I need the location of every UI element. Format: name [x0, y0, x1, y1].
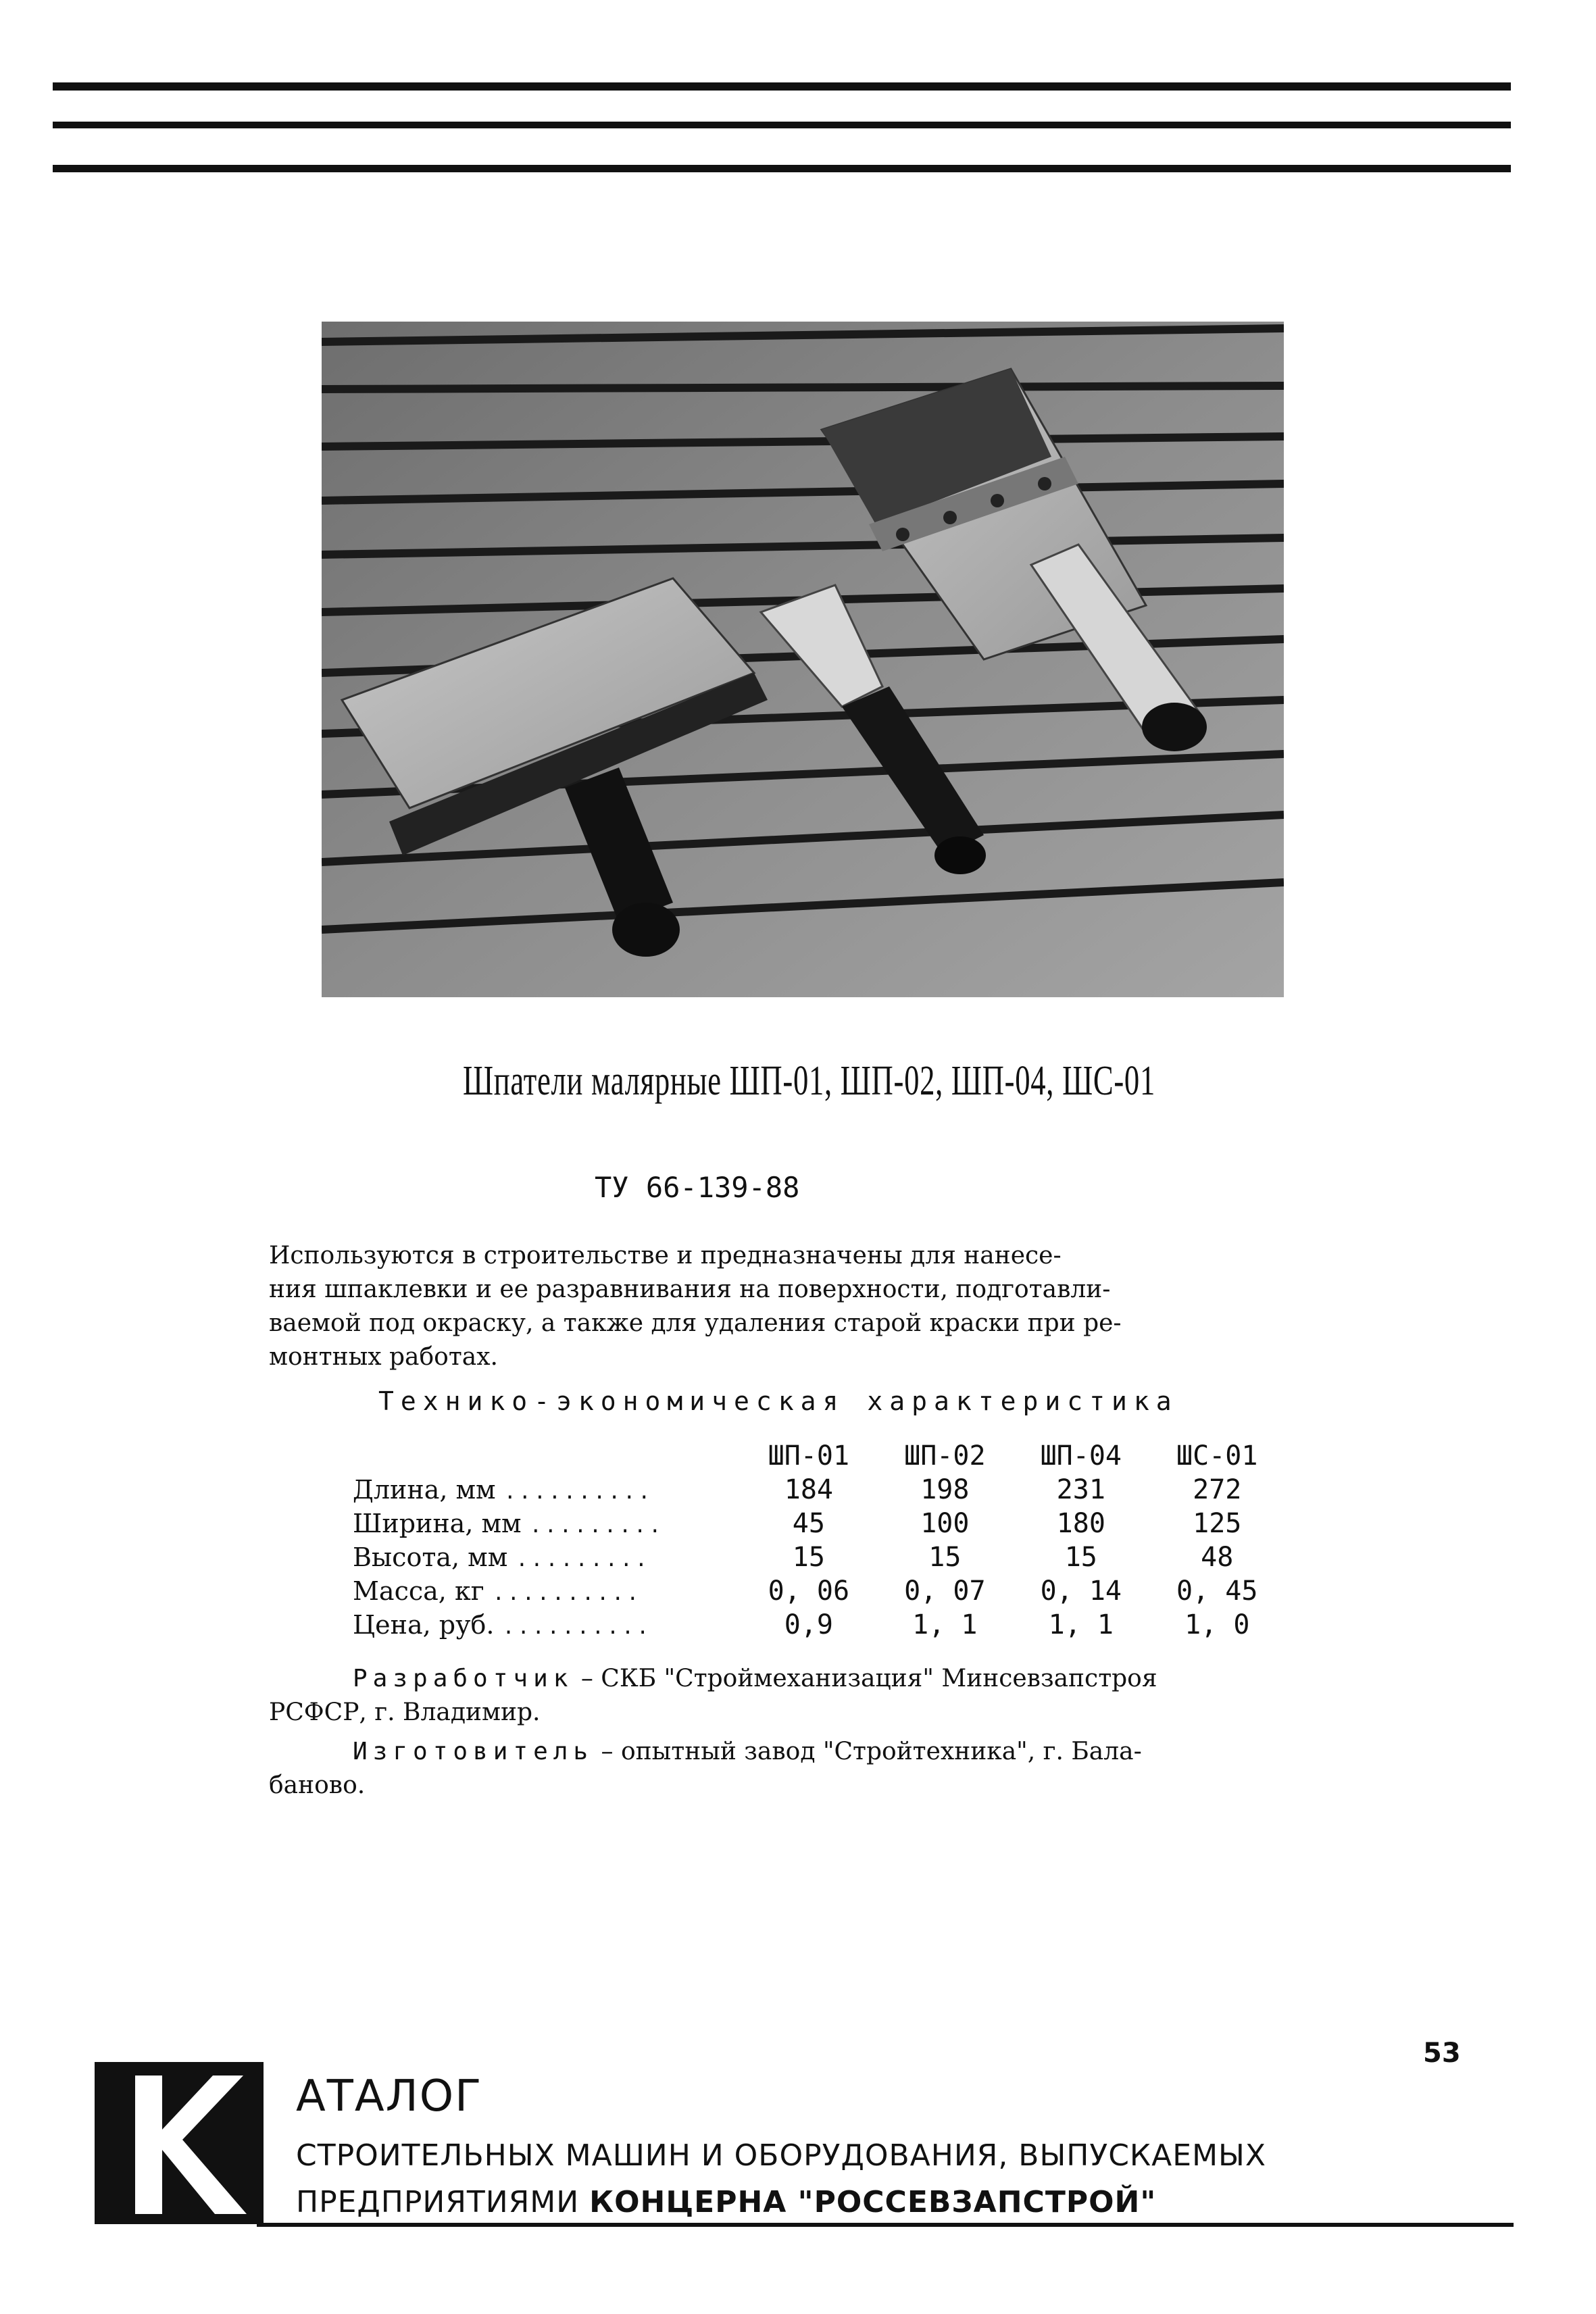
specs-col-header: ШП-04: [1040, 1440, 1122, 1472]
product-description: [269, 1239, 1272, 1374]
specs-header-blank: [353, 1439, 741, 1473]
catalog-subtitle-line1: СТРОИТЕЛЬНЫХ МАШИН И ОБОРУДОВАНИЯ, ВЫПУСКАЕМЫХ: [296, 2138, 1266, 2173]
specs-row-label: Цена, руб. ..........: [353, 1610, 652, 1640]
specs-cell: 1, 1: [912, 1609, 978, 1640]
specs-row-length: [353, 1473, 1285, 1507]
specs-row-width: [353, 1507, 1285, 1540]
specs-cell: 0, 14: [1040, 1576, 1122, 1607]
manufacturer-info: [269, 1735, 1272, 1803]
specs-cell: 125: [1193, 1508, 1242, 1539]
description-line: ваемой под окраску, а также для удаления старой краски при ре-: [269, 1309, 1122, 1337]
specs-row-price: [353, 1608, 1285, 1642]
manufacturer-line: баново.: [269, 1771, 366, 1799]
description-line: ния шпаклевки и ее разравнивания на поверхности, подготавли-: [269, 1276, 1111, 1303]
specs-cell: 184: [784, 1474, 833, 1505]
header-rule-top: [53, 82, 1511, 91]
developer-text: – СКБ "Строймеханизация" Минсевзапстроя: [573, 1665, 1157, 1692]
specs-row-label: Масса, кг ..........: [353, 1576, 642, 1606]
specs-cell: 0, 07: [904, 1576, 986, 1607]
manufacturer-line: [269, 1735, 1272, 1769]
footer-rule: [257, 2223, 1514, 2227]
concern-name: КОНЦЕРНА "РОССЕВЗАПСТРОЙ": [589, 2185, 1157, 2219]
catalog-subtitle-line2: ПРЕДПРИЯТИЯМИ КОНЦЕРНА "РОССЕВЗАПСТРОЙ": [296, 2185, 1157, 2219]
header-rule-bottom: [53, 165, 1511, 172]
header-rule-middle: [53, 122, 1511, 128]
specs-row-mass: [353, 1574, 1285, 1608]
specs-col-header: ШП-01: [768, 1440, 850, 1472]
developer-info: [269, 1662, 1272, 1730]
specs-header-row: [353, 1439, 1285, 1473]
specs-cell: 100: [920, 1508, 970, 1539]
specs-row-label: Длина, мм ..........: [353, 1475, 653, 1505]
specs-cell: 15: [928, 1542, 962, 1573]
catalog-k-logo-icon: [95, 2062, 264, 2224]
developer-label: Разработчик: [353, 1665, 574, 1692]
specs-cell: 272: [1193, 1474, 1242, 1505]
specs-col-header: ШС-01: [1176, 1440, 1258, 1472]
developer-line: [269, 1662, 1272, 1696]
product-title: Шпатели малярные ШП-01, ШП-02, ШП-04, ШС-01: [463, 1058, 1155, 1104]
catalog-title: АТАЛОГ: [296, 2071, 483, 2121]
specs-cell: 0,9: [784, 1609, 833, 1640]
specs-cell: 45: [792, 1508, 825, 1539]
page-number: 53: [1423, 2038, 1461, 2069]
developer-line: РСФСР, г. Владимир.: [269, 1699, 541, 1726]
specs-cell: 0, 45: [1176, 1576, 1258, 1607]
manufacturer-text: – опытный завод "Стройтехника", г. Бала-: [593, 1738, 1142, 1765]
specs-cell: 1, 0: [1184, 1609, 1250, 1640]
specs-cell: 1, 1: [1048, 1609, 1114, 1640]
product-photo: [322, 322, 1284, 997]
product-standard: ТУ 66-139-88: [595, 1171, 800, 1204]
specs-row-label: Высота, мм .........: [353, 1542, 650, 1572]
description-line: монтных работах.: [269, 1343, 498, 1371]
specs-cell: 48: [1201, 1542, 1234, 1573]
specs-cell: 15: [1064, 1542, 1097, 1573]
specs-cell: 198: [920, 1474, 970, 1505]
specs-cell: 180: [1056, 1508, 1105, 1539]
specs-row-height: [353, 1540, 1285, 1574]
specs-heading: Технико-экономическая характеристика: [378, 1386, 1178, 1416]
specs-cell: 15: [792, 1542, 825, 1573]
specs-cell: 0, 06: [768, 1576, 850, 1607]
description-line: Используются в строительстве и предназначены для нанесе-: [269, 1242, 1062, 1269]
specs-col-header: ШП-02: [904, 1440, 986, 1472]
manufacturer-label: Изготовитель: [353, 1738, 594, 1765]
specs-table: [353, 1439, 1285, 1642]
specs-row-label: Ширина, мм .........: [353, 1509, 664, 1538]
specs-cell: 231: [1056, 1474, 1105, 1505]
